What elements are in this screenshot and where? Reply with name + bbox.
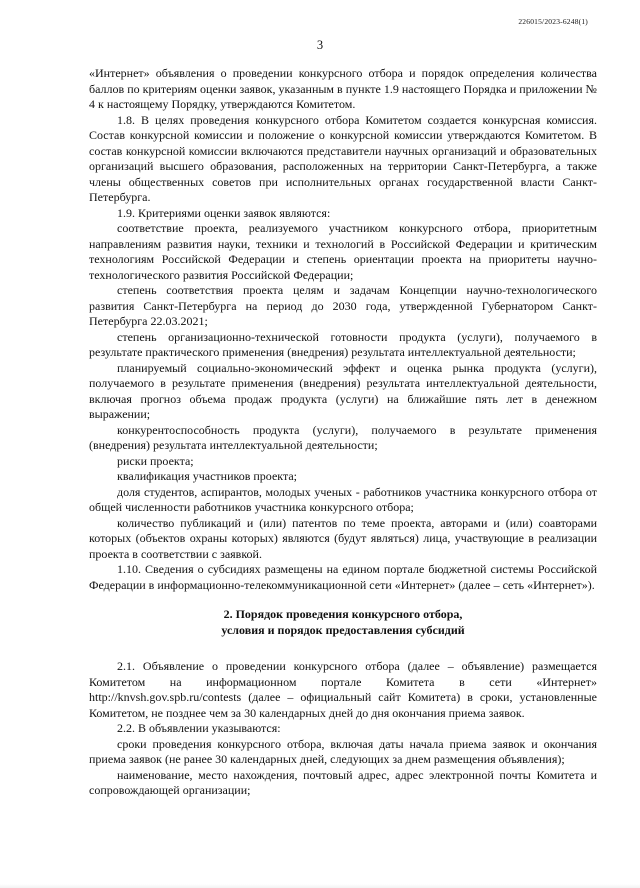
section-heading [89,607,597,638]
criterion-item: количество публикаций и (или) патентов по теме проекта, авторами и (или) соавторами которых (объектов охраны которых) являются (будут являться) лица, участвующие в реализации проекта в соответствии с заявкой. [89,515,597,561]
paragraph-2-2: 2.2. В объявлении указываются: [117,721,281,735]
criterion-item: степень организационно-технической готовности продукта (услуги), получаемого в результате практического применения (внедрения) результата интеллектуальной деятельности; [89,329,597,359]
criterion-item: доля студентов, аспирантов, молодых ученых - работников участника конкурсного отбора от общей численности работников участника конкурсного отбора; [89,484,597,514]
criterion-item: планируемый социально-экономический эффект и оценка рынка продукта (услуги), получаемого в результате применения (внедрения) результата интеллектуальной деятельности, включая прогноз объема продаж продукта (услуги) на ближайшие пять лет в денежном выражении; [89,360,597,421]
paragraph-1-7-continuation: «Интернет» объявления о проведении конкурсного отбора и порядок определения количества баллов по критериям оценки заявок, указанным в пункте 1.9 настоящего Порядка и приложении № 4 к настоящему Порядку, утверждаются Комитетом. [89,66,597,111]
announcement-item: наименование, место нахождения, почтовый адрес, адрес электронной почты Комитета и сопровождающей организации; [89,767,597,797]
criterion-item: конкурентоспособность продукта (услуги), получаемого в результате применения (внедрения) результата интеллектуальной деятельности; [89,422,597,452]
section-heading-line-2: условия и порядок предоставления субсидий [221,622,465,637]
section-heading-line-1: 2. Порядок проведения конкурсного отбора, [223,607,463,621]
document-body [89,66,597,799]
page-number: 3 [316,38,324,52]
criterion-item: соответствие проекта, реализуемого участником конкурсного отбора, приоритетным направлениям развития науки, техники и технологий в Российской Федерации и критическим технологиям Российской Федерации и степень ориентации проекта на приоритеты научно-технологического развития Российской Федерации; [89,221,597,282]
criterion-item: риски проекта; [117,453,194,468]
paragraph-1-10: 1.10. Сведения о субсидиях размещены на едином портале бюджетной системы Российской Федерации в информационно-телекоммуникационной сети «Интернет» (далее – сеть «Интернет»). [89,562,597,592]
paragraph-2-1: 2.1. Объявление о проведении конкурсного отбора (далее – объявление) размещается Комитетом на информационном портале Комитета в сети «Интернет» http://knvsh.gov.spb.ru/contests (далее – официальный сайт Комитета) в сроки, установленные Комитетом, не позднее чем за 30 календарных дней до дня окончания приема заявок. [89,659,597,720]
announcement-item: сроки проведения конкурсного отбора, включая даты начала приема заявок и окончания приема заявок (не ранее 30 календарных дней, следующих за днем размещения объявления); [89,736,597,766]
scan-bottom-edge [0,884,640,888]
paragraph-1-9: 1.9. Критериями оценки заявок являются: [117,205,331,220]
criterion-item: степень соответствия проекта целям и задачам Концепции научно-технологического развития Санкт-Петербурга на период до 2030 года, утвержденной Губернатором Санкт-Петербурга 22.03.2021; [89,283,597,328]
criterion-item: квалификация участников проекта; [117,469,297,483]
paragraph-1-8: 1.8. В целях проведения конкурсного отбора Комитетом создается конкурсная комиссия. Состав конкурсной комиссии и положение о конкурсной комиссии утверждаются Комитетом. В состав конкурсной комиссии включаются представители научных организаций и образовательных организаций высшего образования, расположенных на территории Санкт-Петербурга, а также члены общественных советов при исполнительных органах государственной власти Санкт-Петербурга. [89,112,597,204]
document-registration-number: 226015/2023-6248(1) [518,17,588,26]
